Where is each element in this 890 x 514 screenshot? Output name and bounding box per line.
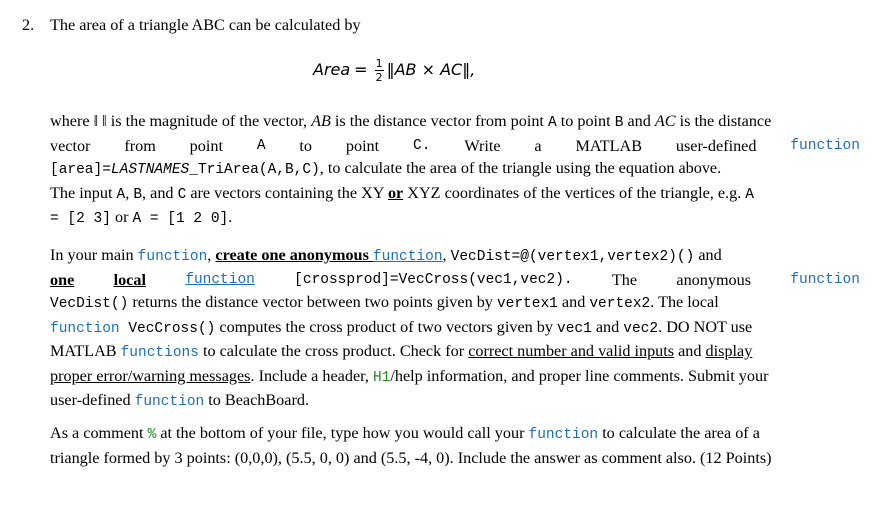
p2-line-6: [50, 365, 860, 390]
p1-line-1: [50, 110, 860, 135]
fraction-denominator: 2: [375, 71, 383, 84]
p2-word: The: [611, 270, 638, 289]
var-vec2: vec2: [623, 320, 659, 337]
comment-symbol: %: [147, 427, 157, 443]
keyword-function: function: [50, 320, 120, 337]
vector-ac: AC: [654, 112, 676, 130]
keyword-function: function: [790, 271, 860, 288]
p2-text: ,: [442, 246, 451, 264]
question-number: 2.: [22, 16, 35, 34]
keyword-function: function: [372, 249, 443, 265]
p2-text: . DO NOT use: [658, 317, 753, 336]
var-vec1: vec1: [557, 320, 592, 337]
p1-word: to: [299, 136, 312, 155]
p3-text: triangle formed by 3 points: (0,0,0), (5.5, 0, 0) and (5.5, -4, 0). Include the answer as comment also. (12 Points): [50, 448, 772, 467]
p2-text: computes the cross product of two vectors given by: [215, 317, 558, 336]
p1-text: or: [110, 208, 133, 226]
p1-text: is the distance: [675, 112, 772, 130]
p1-text: where ‖ ‖ is the magnitude of the vector,: [50, 112, 312, 130]
p2-text: returns the distance vector between two points given by: [128, 293, 497, 311]
formula-lhs: Area: [313, 60, 351, 80]
emphasis-one: one: [50, 270, 75, 289]
var-vertex2: vertex2: [589, 296, 651, 312]
example-code: = [2 3]: [50, 211, 111, 227]
p2-line-3: [50, 291, 860, 316]
p2-line-5: [50, 340, 860, 365]
formula-rhs: ‖AB × AC‖,: [386, 60, 476, 80]
local-function-code: [crossprod]=VecCross(vec1,vec2).: [294, 271, 573, 288]
p2-text: . The local: [650, 293, 719, 311]
fraction-numerator: 1: [375, 57, 383, 70]
emphasis-anonymous: create one anonymous: [215, 246, 373, 264]
point-b: B: [614, 115, 624, 131]
formula-equals: =: [354, 60, 368, 80]
keyword-function: function: [790, 137, 860, 154]
p1-word: Write: [464, 136, 501, 155]
p1-text: ,: [125, 183, 134, 202]
keyword-functions: functions: [120, 345, 199, 361]
function-signature: [area]=: [50, 162, 111, 178]
p1-word: MATLAB: [575, 136, 643, 155]
vecdist-code: VecDist(): [50, 296, 129, 312]
p1-line-3: [50, 157, 860, 182]
p2-line-4: [50, 316, 860, 341]
point-c: C.: [413, 137, 431, 154]
p2-text: . Include a header,: [250, 366, 373, 385]
paragraph-instructions: [50, 244, 860, 414]
p1-line-5: [50, 206, 860, 231]
p1-line-4: [50, 182, 860, 207]
h1-comment: H1: [372, 369, 391, 386]
p3-line-1: [50, 422, 860, 447]
emphasis-or: or: [387, 183, 404, 202]
emphasis-local: local: [113, 270, 146, 289]
p1-word: point: [345, 136, 380, 155]
p2-text: /help information, and proper line comments. Submit your: [390, 366, 769, 385]
p1-text: and: [623, 112, 655, 130]
p1-text: are vectors containing the XY: [186, 183, 388, 202]
p2-line-2: [50, 269, 860, 292]
area-formula: [313, 58, 475, 83]
vector-ab: AB: [311, 112, 331, 130]
paragraph-comment: [50, 422, 860, 469]
p1-text: to point: [556, 112, 615, 130]
p1-word: vector: [50, 136, 91, 155]
p2-text: to BeachBoard.: [204, 391, 309, 409]
p1-line-2: [50, 135, 860, 158]
p1-text: XYZ coordinates of the vertices of the triangle, e.g.: [403, 183, 746, 202]
keyword-function: function: [185, 271, 255, 288]
example-code: A = [1 2 0]: [132, 211, 229, 227]
p3-text: at the bottom of your file, type how you would call your: [156, 424, 529, 442]
p1-text: .: [228, 208, 233, 226]
p2-text: to calculate the cross product. Check for: [198, 342, 469, 360]
p2-word: anonymous: [676, 270, 752, 289]
p1-text: , to calculate the area of the triangle using the equation above.: [319, 159, 722, 177]
var-c: C: [177, 186, 187, 203]
p2-text: and: [674, 342, 706, 360]
p1-word: from: [124, 136, 156, 155]
keyword-function: function: [137, 249, 208, 265]
p2-line-7: [50, 389, 860, 414]
var-a: A: [745, 186, 754, 203]
p3-text: As a comment: [50, 424, 148, 442]
p1-text: is the distance vector from point: [330, 112, 548, 130]
p3-text: to calculate the area of a: [598, 424, 760, 442]
keyword-function: function: [528, 427, 599, 443]
p2-text: and: [591, 317, 624, 336]
p1-word: point: [189, 136, 223, 155]
emphasis-messages: proper error/warning messages: [50, 366, 251, 385]
p2-text: In your main: [50, 246, 138, 264]
p1-text: , and: [142, 183, 178, 202]
point-a: A: [547, 115, 557, 131]
point-a: A: [256, 137, 266, 154]
p2-text: MATLAB: [50, 342, 121, 360]
paragraph-definition: [50, 110, 860, 231]
question-heading: The area of a triangle ABC can be calculated by: [50, 16, 361, 34]
p2-line-1: [50, 244, 860, 269]
p2-text: ,: [207, 246, 216, 264]
var-b: B: [133, 186, 143, 203]
function-signature: _TriArea(A,B,C): [189, 162, 320, 178]
p2-text: and: [694, 246, 722, 264]
p2-text: user-defined: [50, 391, 135, 409]
emphasis-inputs: correct number and valid inputs: [468, 342, 675, 360]
p2-text: and: [557, 293, 590, 311]
p3-line-2: [50, 447, 860, 470]
p1-word: a: [534, 136, 542, 155]
p1-word: user-defined: [675, 136, 757, 155]
emphasis-display: display: [705, 342, 753, 360]
function-signature: LASTNAMES: [110, 162, 190, 178]
formula-fraction: [375, 58, 384, 83]
veccross-code: VecCross(): [119, 320, 216, 337]
p1-text: The input: [50, 183, 117, 202]
keyword-function: function: [134, 394, 205, 410]
var-vertex1: vertex1: [496, 296, 558, 312]
anonymous-function-code: VecDist=@(vertex1,vertex2)(): [450, 249, 695, 265]
var-a: A: [116, 186, 126, 203]
